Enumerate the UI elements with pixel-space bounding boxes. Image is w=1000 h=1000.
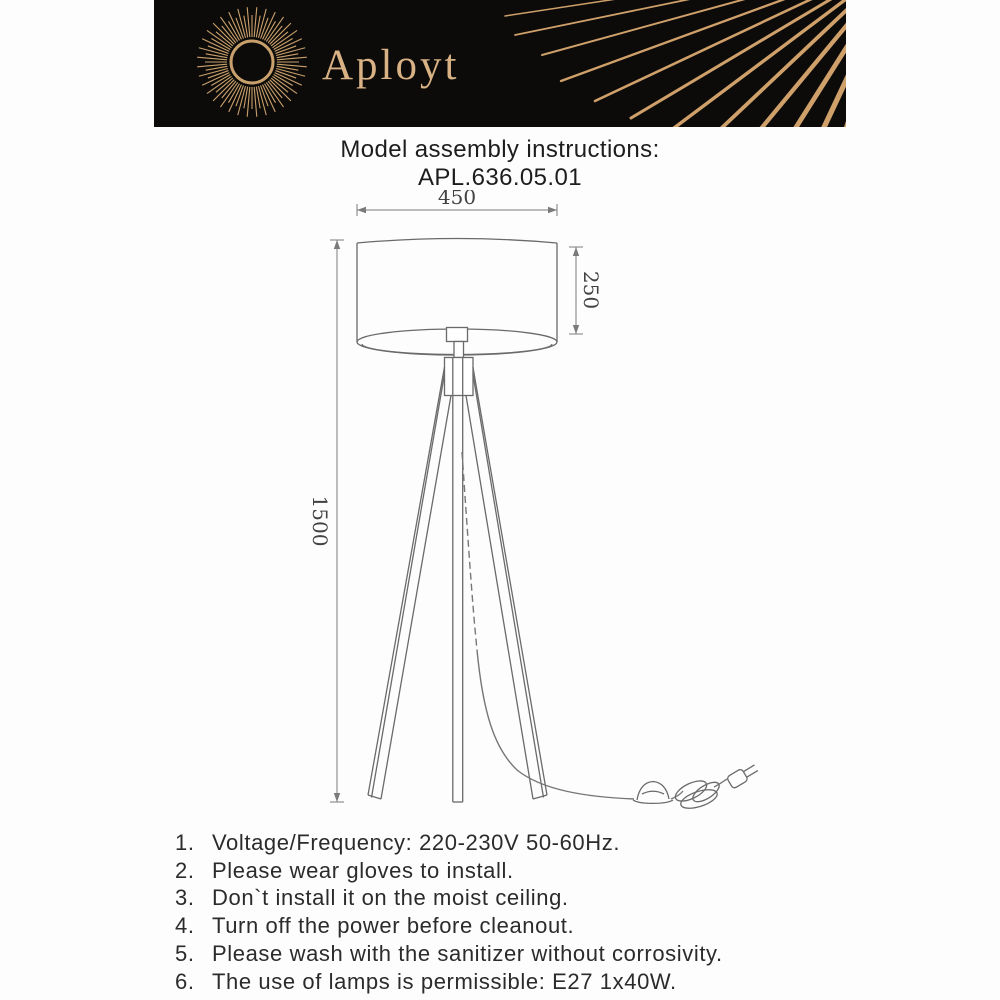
instruction-item: Voltage/Frequency: 220-230V 50-60Hz. (212, 830, 621, 855)
stem (454, 342, 464, 358)
banner-art (154, 0, 846, 127)
power-cord (462, 452, 727, 799)
instruction-item: Please wash with the sanitizer without corrosivity. (212, 940, 723, 966)
corner-rays-icon (505, 0, 846, 127)
dimension-lamp-height (308, 240, 344, 802)
sunburst-ring-icon (231, 41, 273, 83)
dim-label-450: 450 (437, 190, 477, 209)
model-number: APL.636.05.01 (417, 164, 582, 191)
dimension-shade-height (569, 247, 603, 334)
instruction-item: Please wear gloves to install. (212, 857, 514, 883)
brand-name: Aployt (322, 42, 460, 89)
dimension-shade-width (357, 190, 557, 216)
instruction-list (175, 829, 723, 995)
plug-icon (726, 762, 759, 789)
dim-label-1500: 1500 (308, 495, 332, 547)
page-title: Model assembly instructions: (340, 136, 660, 163)
foot-switch (633, 782, 673, 804)
sunburst-logo-icon (197, 7, 307, 117)
tripod-hub (445, 358, 474, 396)
instruction-item: The use of lamps is permissible: E27 1x40W. (212, 968, 677, 994)
instruction-item: Don`t install it on the moist ceiling. (212, 885, 569, 911)
lamp-technical-drawing (150, 190, 850, 830)
tripod-legs (368, 367, 547, 802)
instruction-item: Turn off the power before cleanout. (212, 913, 575, 939)
shade-mount-block (447, 328, 468, 342)
dim-label-250: 250 (579, 270, 603, 310)
heading-block (0, 136, 1000, 192)
brand-banner (154, 0, 846, 127)
